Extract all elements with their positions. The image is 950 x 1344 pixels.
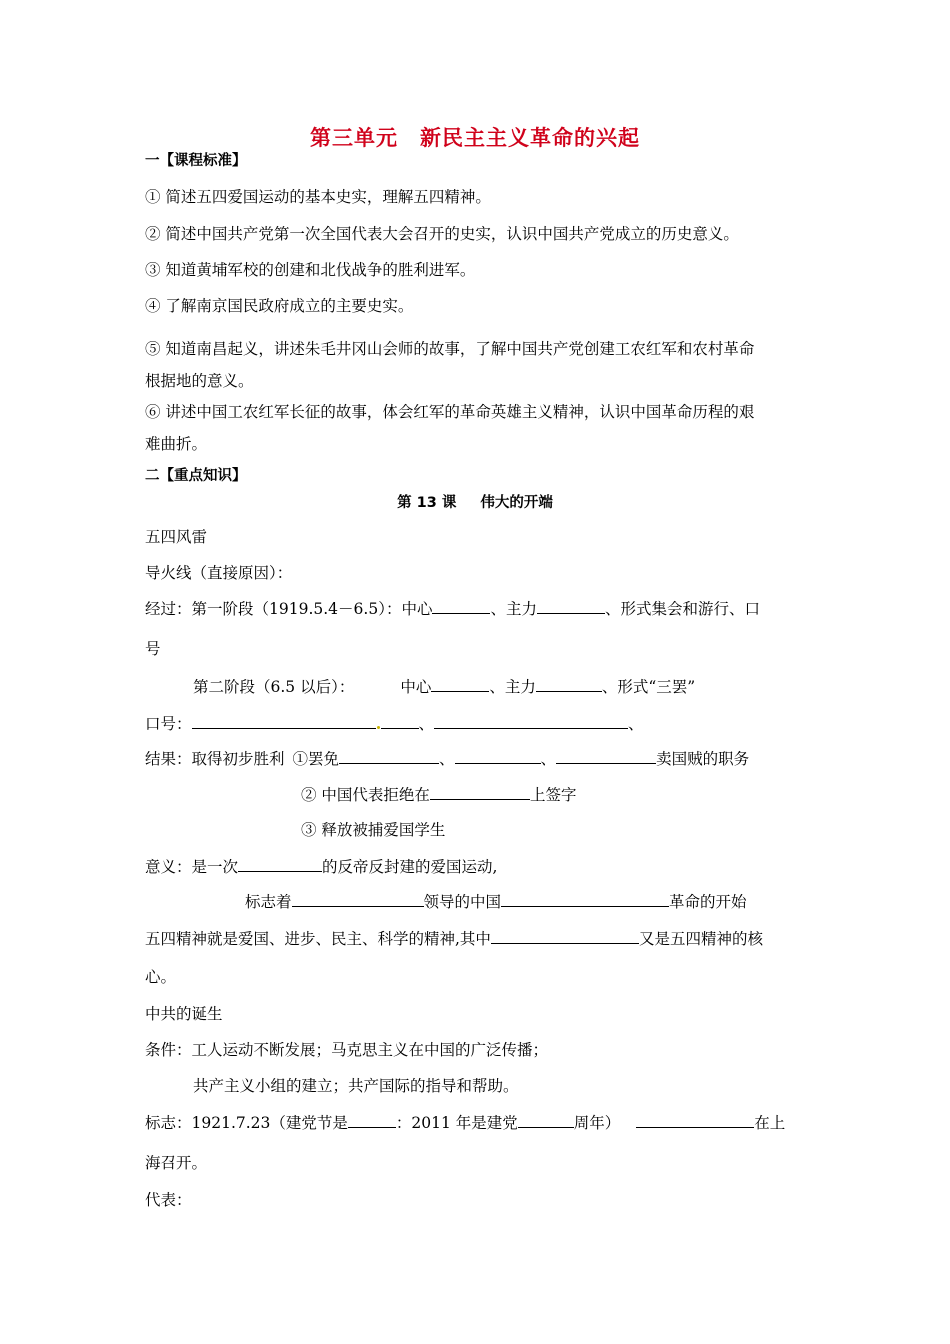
- blank-stage2-center[interactable]: [431, 676, 489, 692]
- sign-line-cont: 海召开。: [145, 1154, 208, 1172]
- unit-title-part1: 第三单元: [310, 125, 398, 150]
- blank-party-day[interactable]: [348, 1112, 396, 1128]
- blank-stage1-main[interactable]: [537, 598, 605, 614]
- blank-meaning-type[interactable]: [238, 856, 322, 872]
- process-hao: 号: [145, 640, 161, 658]
- blank-slogan-1[interactable]: [192, 713, 376, 729]
- standard-item-1: ① 简述五四爱国运动的基本史实，理解五四精神。: [145, 188, 491, 206]
- blank-refuse-sign[interactable]: [430, 784, 530, 800]
- blank-meaning-revolution[interactable]: [501, 891, 669, 907]
- subheading-party-birth: 中共的诞生: [145, 1005, 223, 1023]
- blank-dismiss-3[interactable]: [556, 748, 656, 764]
- lesson-title: [0, 491, 950, 512]
- unit-title: [0, 122, 950, 152]
- section-heading-key-knowledge: 二【重点知识】: [145, 468, 247, 484]
- result-line-1: 结果：取得初步胜利 ①罢免 、 、 卖国贼的职务: [145, 750, 750, 768]
- sign-line: 标志：1921.7.23（建党节是 ：2011 年是建党 周年） 在上: [145, 1114, 786, 1132]
- process-stage2-line: 第二阶段（6.5 以后）： 中心 、主力 、形式“三罢”: [193, 678, 696, 696]
- standard-item-6: ⑥ 讲述中国工农红军长征的故事，体会红军的革命英雄主义精神，认识中国革命历程的艰: [145, 403, 755, 421]
- meaning-line-1: 意义：是一次 的反帝反封建的爱国运动,: [145, 858, 498, 876]
- spirit-line-cont: 心。: [145, 968, 177, 986]
- meaning-line-2: 标志着 领导的中国 革命的开始: [245, 893, 747, 911]
- stray-dot-mark: [377, 726, 380, 729]
- condition-line-1: 条件：工人运动不断发展；马克思主义在中国的广泛传播；: [145, 1041, 549, 1059]
- blank-dismiss-2[interactable]: [455, 748, 541, 764]
- blank-anniversary[interactable]: [518, 1112, 574, 1128]
- blank-dismiss-1[interactable]: [339, 748, 439, 764]
- blank-meaning-leader[interactable]: [292, 891, 424, 907]
- standard-item-6-cont: 难曲折。: [145, 435, 208, 453]
- blank-slogan-1-tail[interactable]: [381, 713, 419, 729]
- spirit-line: 五四精神就是爱国、进步、民主、科学的精神,其中 又是五四精神的核: [145, 930, 763, 948]
- result-line-3: ③ 释放被捕爱国学生: [301, 821, 446, 839]
- blank-stage1-center[interactable]: [432, 598, 490, 614]
- fuse-line: 导火线（直接原因）：: [145, 564, 293, 582]
- standard-item-5: ⑤ 知道南昌起义，讲述朱毛井冈山会师的故事，了解中国共产党创建工农红军和农村革命: [145, 340, 755, 358]
- standard-item-4: ④ 了解南京国民政府成立的主要史实。: [145, 297, 414, 315]
- condition-line-2: 共产主义小组的建立；共产国际的指导和帮助。: [193, 1077, 519, 1095]
- process-stage1-line: 经过：第一阶段（1919.5.4－6.5）：中心 、主力 、形式集会和游行、口: [145, 600, 760, 618]
- standard-item-3: ③ 知道黄埔军校的创建和北伐战争的胜利进军。: [145, 261, 476, 279]
- blank-congress[interactable]: [636, 1112, 754, 1128]
- unit-title-part2: 新民主主义革命的兴起: [420, 125, 640, 150]
- section-heading-standards: 一【课程标准】: [145, 153, 247, 169]
- lesson-name: 伟大的开端: [480, 495, 553, 511]
- standard-item-5-cont: 根据地的意义。: [145, 372, 254, 390]
- result-line-2: ② 中国代表拒绝在 上签字: [301, 786, 577, 804]
- slogan-line: 口号： 、 、: [145, 715, 644, 733]
- blank-spirit-core[interactable]: [491, 928, 639, 944]
- representatives-line: 代表：: [145, 1191, 192, 1209]
- blank-slogan-2[interactable]: [434, 713, 628, 729]
- standard-item-2: ② 简述中国共产党第一次全国代表大会召开的史实，认识中国共产党成立的历史意义。: [145, 225, 739, 243]
- lesson-number: 第 13 课: [397, 495, 457, 511]
- subheading-wusi: 五四风雷: [145, 528, 208, 546]
- blank-stage2-main[interactable]: [536, 676, 602, 692]
